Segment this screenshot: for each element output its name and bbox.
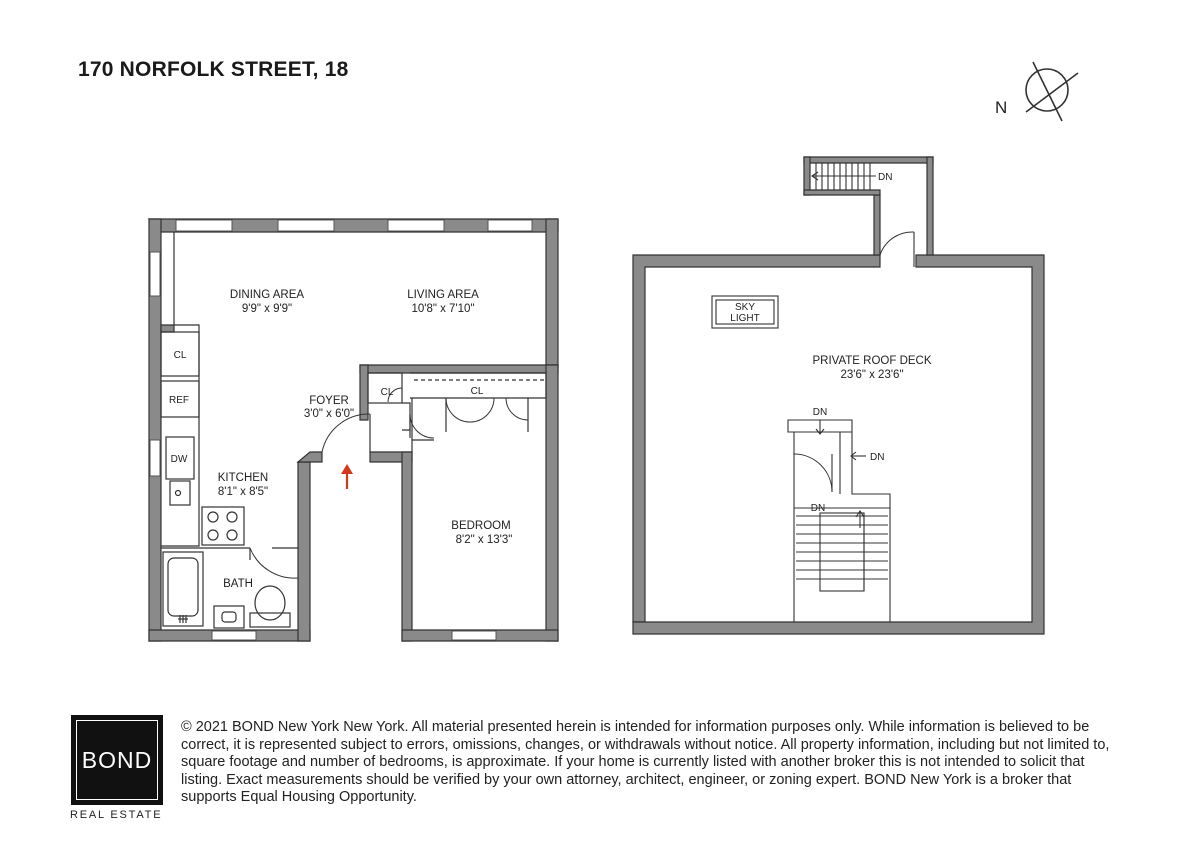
living-area-size: 10'8" x 7'10" — [411, 303, 475, 315]
dining-area-size: 9'9" x 9'9" — [241, 303, 293, 315]
ref-label: REF — [169, 395, 189, 406]
foyer-label: FOYER — [309, 395, 349, 407]
apartment-walls — [149, 219, 558, 641]
dining-area-label: DINING AREA — [229, 289, 305, 301]
roof-deck-size: 23'6" x 23'6" — [840, 369, 904, 381]
living-area-label: LIVING AREA — [407, 289, 479, 301]
kitchen-size: 8'1" x 8'5" — [217, 486, 269, 498]
bond-logo — [71, 715, 163, 805]
roof-deck-label: PRIVATE ROOF DECK — [812, 355, 932, 367]
brand-tagline: REAL ESTATE — [70, 809, 163, 821]
legal-disclaimer: © 2021 BOND New York New York. All material presented herein is intended for information purposes only. While information is believed to be correct, it is represented subject to errors, omissions, changes, or withdrawals without notice. All property information, including but not limited to, square footage and number of bedrooms, is approximate. If your home is currently listed with another broker this is not intended to solicit that listing. Exact measurements should be verified by your own attorney, architect, engineer, or zoning expert. BOND New York is a broker that supports Equal Housing Opportunity. — [181, 719, 1110, 806]
closet-bedroom-label: CL — [470, 386, 484, 397]
bedroom-size: 8'2" x 13'3" — [455, 534, 513, 546]
north-label: N — [995, 98, 1008, 117]
bath-label: BATH — [223, 578, 253, 590]
skylight-label-1: SKY — [734, 302, 756, 313]
roof-interior-lines — [712, 163, 914, 622]
bond-logo-frame — [76, 720, 158, 800]
interior-lines — [161, 232, 546, 628]
kitchen-label: KITCHEN — [217, 472, 269, 484]
bond-logo-text: BOND — [81, 746, 153, 773]
foyer-size: 3'0" x 6'0" — [303, 408, 355, 420]
stair-roof-right-dn-label: DN — [870, 452, 885, 463]
page-title: 170 NORFOLK STREET, 18 — [78, 58, 349, 81]
bedroom-label: BEDROOM — [451, 520, 511, 532]
windows — [150, 220, 532, 640]
closet-left-label: CL — [173, 350, 187, 361]
stair-top-dn-label: DN — [878, 172, 893, 183]
skylight-label-2: LIGHT — [730, 313, 760, 324]
stair-roof-lower-dn-label: DN — [810, 503, 826, 514]
roof-walls — [633, 157, 1044, 634]
stair-roof-top-dn-label: DN — [812, 407, 828, 418]
entry-arrow-icon — [341, 464, 353, 489]
closet-foyer-label: CL — [380, 387, 394, 398]
dw-label: DW — [170, 454, 188, 465]
compass-icon — [1026, 62, 1078, 121]
